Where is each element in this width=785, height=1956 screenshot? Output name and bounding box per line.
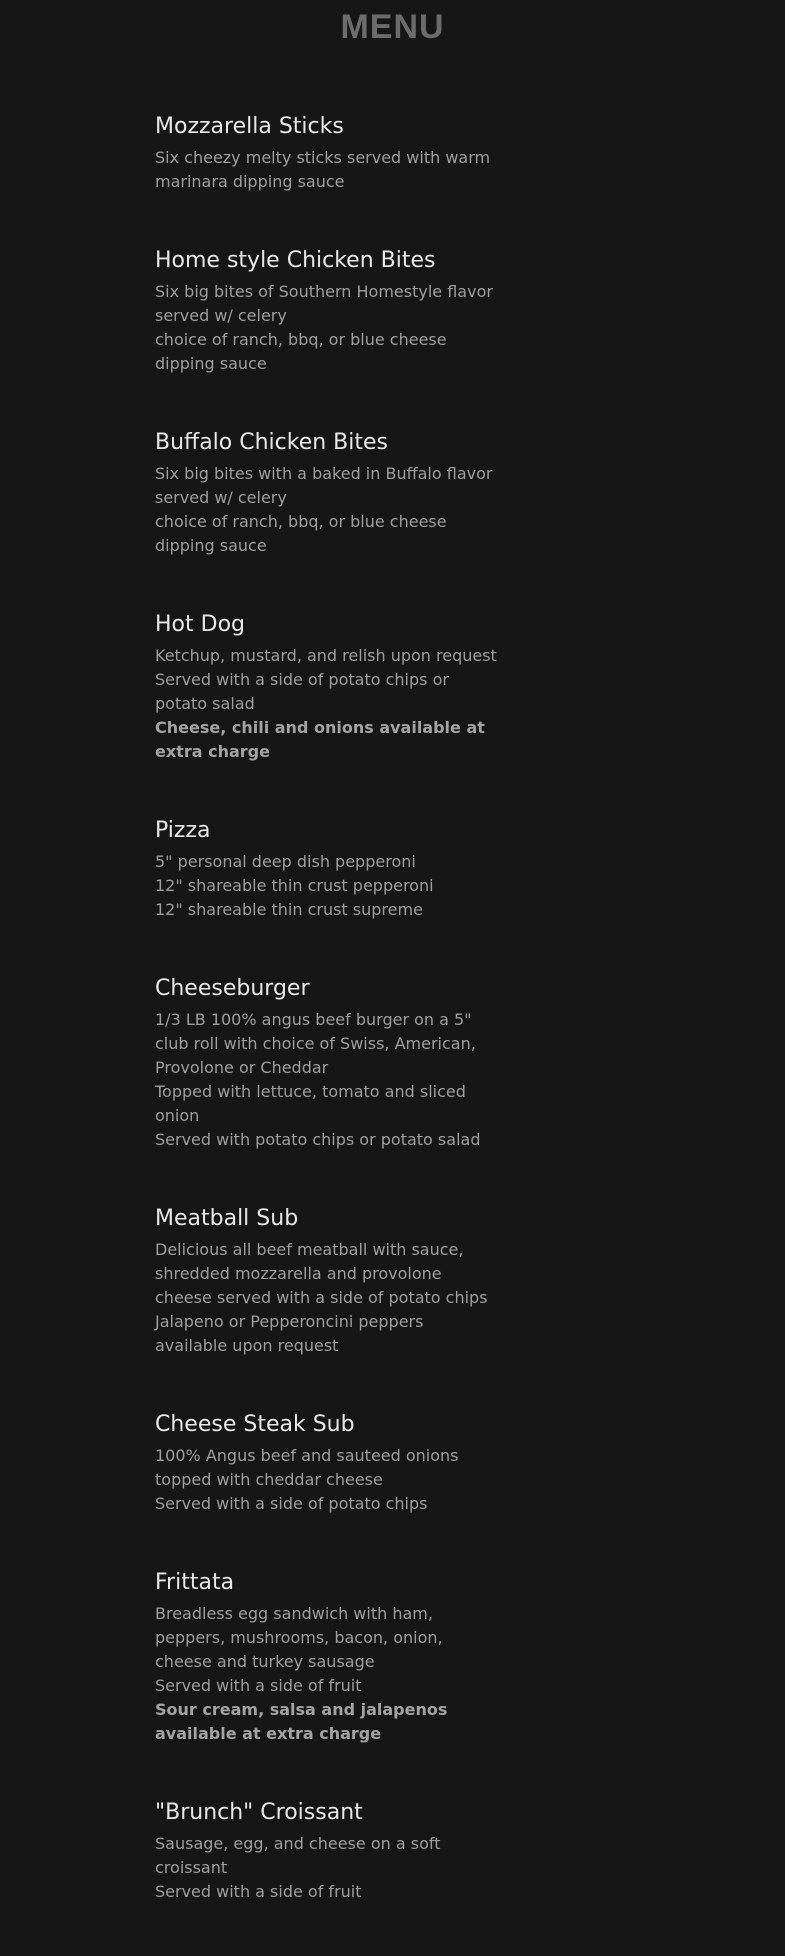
menu-item-name: "Brunch" Croissant bbox=[155, 1800, 363, 1825]
menu-item-description bbox=[155, 1602, 500, 1746]
menu-item-description-line: Served with a side of potato chips bbox=[155, 1494, 428, 1513]
menu-item-description bbox=[155, 1832, 500, 1904]
menu-item-description-line: Sausage, egg, and cheese on a soft croissant bbox=[155, 1834, 441, 1877]
menu-item-name: Hot Dog bbox=[155, 612, 245, 637]
menu-item-description-line: 5" personal deep dish pepperoni bbox=[155, 852, 416, 871]
menu-item bbox=[155, 610, 500, 764]
menu-list bbox=[155, 112, 500, 1956]
page-title: MENU bbox=[340, 8, 445, 46]
menu-item bbox=[155, 428, 500, 558]
menu-item bbox=[155, 1568, 500, 1746]
menu-item-name: Pizza bbox=[155, 818, 211, 843]
menu-item-description bbox=[155, 1008, 500, 1152]
menu-header bbox=[0, 8, 785, 46]
menu-item bbox=[155, 112, 500, 194]
menu-item bbox=[155, 246, 500, 376]
menu-item-description-line: 12" shareable thin crust pepperoni bbox=[155, 876, 434, 895]
menu-item-description-line: Six cheezy melty sticks served with warm marinara dipping sauce bbox=[155, 148, 491, 191]
menu-item-description-line: Served with a side of fruit bbox=[155, 1882, 362, 1901]
menu-item-description-line: Served with a side of potato chips or potato salad bbox=[155, 670, 449, 713]
menu-item-description-line: 12" shareable thin crust supreme bbox=[155, 900, 423, 919]
menu-item-description-line: choice of ranch, bbq, or blue cheese dipping sauce bbox=[155, 330, 447, 373]
menu-item bbox=[155, 974, 500, 1152]
menu-item-name: Mozzarella Sticks bbox=[155, 114, 344, 139]
menu-item-note: Sour cream, salsa and jalapenos available at extra charge bbox=[155, 1700, 448, 1743]
menu-item bbox=[155, 1204, 500, 1358]
menu-item-description bbox=[155, 462, 500, 558]
menu-item bbox=[155, 1410, 500, 1516]
menu-item-description bbox=[155, 1238, 500, 1358]
menu-item-description bbox=[155, 644, 500, 764]
menu-item-description-line: Served with a side of fruit bbox=[155, 1676, 362, 1695]
menu-item-description-line: Delicious all beef meatball with sauce, shredded mozzarella and provolone cheese served with a side of potato chips bbox=[155, 1240, 488, 1307]
menu-item-description-line: 100% Angus beef and sauteed onions topped with cheddar cheese bbox=[155, 1446, 459, 1489]
menu-item-description bbox=[155, 280, 500, 376]
menu-item-description-line: Six big bites of Southern Homestyle flavor served w/ celery bbox=[155, 282, 493, 325]
menu-item-description-line: Jalapeno or Pepperoncini peppers available upon request bbox=[155, 1312, 424, 1355]
menu-item-description-line: Breadless egg sandwich with ham, peppers, mushrooms, bacon, onion, cheese and turkey sausage bbox=[155, 1604, 443, 1671]
menu-item-description bbox=[155, 146, 500, 194]
menu-item-name: Meatball Sub bbox=[155, 1206, 299, 1231]
menu-item-name: Frittata bbox=[155, 1570, 235, 1595]
menu-item-description-line: Ketchup, mustard, and relish upon request bbox=[155, 646, 497, 665]
menu-item bbox=[155, 1798, 500, 1904]
menu-item-description-line: Six big bites with a baked in Buffalo flavor served w/ celery bbox=[155, 464, 493, 507]
menu-item-name: Buffalo Chicken Bites bbox=[155, 430, 389, 455]
menu-item-name: Cheeseburger bbox=[155, 976, 310, 1001]
menu-item-description bbox=[155, 1444, 500, 1516]
menu-item-description bbox=[155, 850, 500, 922]
menu-item-description-line: 1/3 LB 100% angus beef burger on a 5" club roll with choice of Swiss, American, Provolone or Cheddar bbox=[155, 1010, 476, 1077]
menu-item-name: Cheese Steak Sub bbox=[155, 1412, 355, 1437]
menu-item-description-line: choice of ranch, bbq, or blue cheese dipping sauce bbox=[155, 512, 447, 555]
menu-item-note: Cheese, chili and onions available at extra charge bbox=[155, 718, 485, 761]
menu-item bbox=[155, 816, 500, 922]
menu-item-description-line: Served with potato chips or potato salad bbox=[155, 1130, 481, 1149]
menu-item-name: Home style Chicken Bites bbox=[155, 248, 436, 273]
menu-item-description-line: Topped with lettuce, tomato and sliced onion bbox=[155, 1082, 466, 1125]
